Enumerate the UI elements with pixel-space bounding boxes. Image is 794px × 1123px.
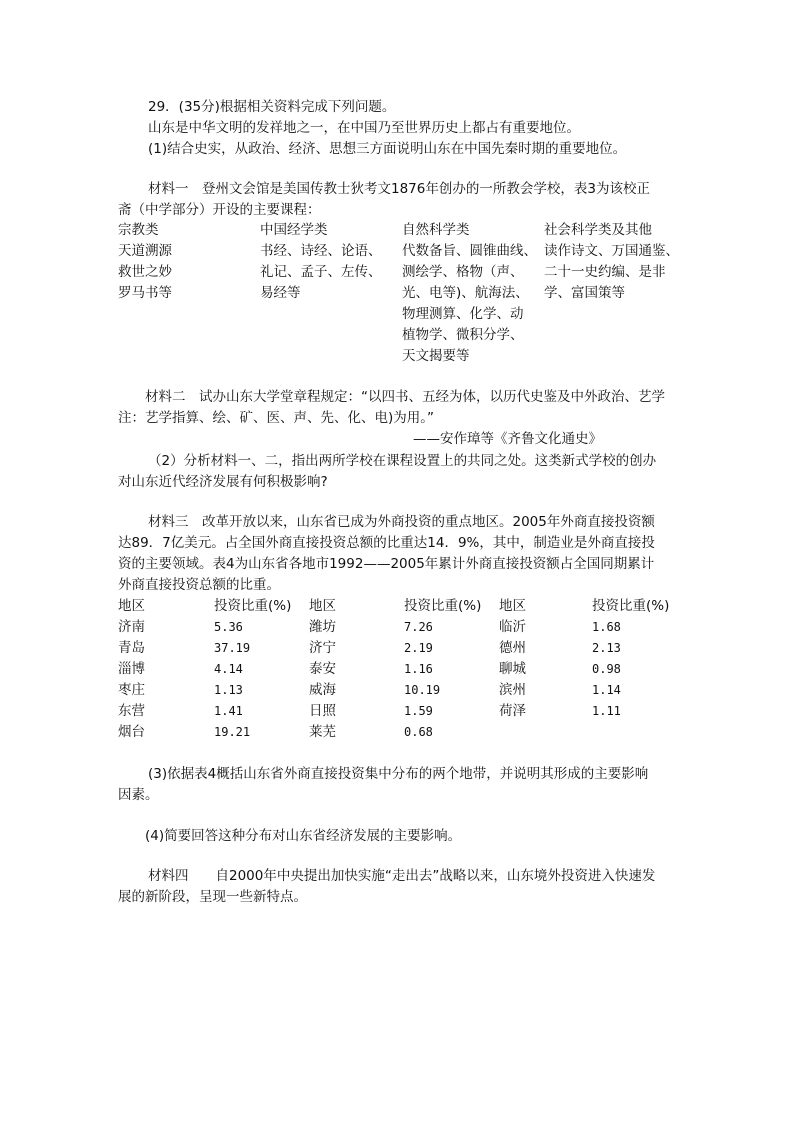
table-cell: 泰安	[309, 661, 336, 677]
table-cell: 荷泽	[499, 703, 526, 719]
table-cell: 临沂	[499, 619, 526, 635]
table-cell: 枣庄	[118, 682, 145, 698]
question-intro: 山东是中华文明的发祥地之一，在中国乃至世界历史上都占有重要地位。	[148, 120, 580, 136]
table-row	[118, 617, 678, 638]
table-header-row	[118, 596, 678, 617]
table-header: 地区	[118, 598, 145, 614]
column-line: 代数备旨、圆锥曲线、	[402, 243, 537, 259]
material-4	[118, 866, 678, 908]
sub-question-4-line-1: (4)简要回答这种分布对山东省经济发展的主要影响。	[145, 828, 462, 844]
sub-question-2-line-2: 对山东近代经济发展有何积极影响?	[118, 474, 328, 490]
column-line: 易经等	[260, 285, 301, 301]
material-2-source: ——安作璋等《齐鲁文化通史》	[413, 431, 602, 447]
table-header: 投资比重(%)	[404, 598, 482, 614]
investment-table	[118, 596, 678, 743]
table-cell: 37.19	[214, 641, 251, 655]
column-line: 救世之妙	[118, 264, 172, 280]
material-1	[118, 179, 678, 221]
table-header: 投资比重(%)	[592, 598, 670, 614]
table-cell: 4.14	[214, 662, 243, 676]
material-1-line-2: 斋（中学部分）开设的主要课程：	[118, 202, 321, 218]
table-row	[118, 701, 678, 722]
column-head: 中国经学类	[260, 222, 328, 238]
material-2-line-1: 材料二 试办山东大学堂章程规定：“以四书、五经为体，以历代史鉴及中外政治、艺学	[145, 389, 665, 405]
question-29	[118, 97, 678, 160]
sub-question-4	[118, 826, 678, 847]
course-column-classics	[260, 220, 400, 304]
column-line: 光、电等)、航海法、	[402, 285, 529, 301]
sub-question-3-line-1: (3)依据表4概括山东省外商直接投资集中分布的两个地带，并说明其形成的主要影响	[148, 766, 649, 782]
table-cell: 1.14	[592, 683, 621, 697]
sub-question-2-line-1: （2）分析材料一、二，指出两所学校在课程设置上的共同之处。这类新式学校的创办	[148, 453, 657, 469]
table-cell: 日照	[309, 703, 336, 719]
table-cell: 济宁	[309, 640, 336, 656]
table-cell: 5.36	[214, 620, 243, 634]
material-3-line-1: 材料三 改革开放以来，山东省已成为外商投资的重点地区。2005年外商直接投资额	[148, 514, 655, 530]
table-cell: 1.13	[214, 683, 243, 697]
column-head: 宗教类	[118, 222, 159, 238]
table-cell: 东营	[118, 703, 145, 719]
table-cell: 德州	[499, 640, 526, 656]
course-column-natural-science	[402, 220, 542, 367]
table-cell: 0.98	[592, 662, 621, 676]
table-cell: 1.59	[404, 704, 433, 718]
sub-question-2	[118, 451, 678, 493]
table-header: 地区	[499, 598, 526, 614]
table-header: 投资比重(%)	[214, 598, 292, 614]
table-row	[118, 638, 678, 659]
column-line: 礼记、孟子、左传、	[260, 264, 382, 280]
table-cell: 2.19	[404, 641, 433, 655]
column-head: 自然科学类	[402, 222, 470, 238]
material-1-line-1: 材料一 登州文会馆是美国传教士狄考文1876年创办的一所教会学校，表3为该校正	[148, 181, 650, 197]
sub-question-3	[118, 764, 678, 806]
material-3-line-4: 外商直接投资总额的比重。	[118, 577, 280, 593]
column-line: 物理测算、化学、动	[402, 306, 524, 322]
table-cell: 济南	[118, 619, 145, 635]
column-line: 植物学、微积分学、	[402, 327, 524, 343]
table-row	[118, 722, 678, 743]
table-cell: 青岛	[118, 640, 145, 656]
table-cell: 1.41	[214, 704, 243, 718]
material-2-line-2: 注：艺学指算、绘、矿、医、声、先、化、电)为用。”	[118, 410, 435, 426]
material-3-line-3: 资的主要领域。表4为山东省各地市1992——2005年累计外商直接投资额占全国同期累计	[118, 556, 655, 572]
column-line: 天文揭要等	[402, 348, 470, 364]
table-cell: 1.11	[592, 704, 621, 718]
column-line: 天道溯源	[118, 243, 172, 259]
course-table	[118, 220, 678, 370]
column-head: 社会科学类及其他	[544, 222, 652, 238]
table-cell: 聊城	[499, 661, 526, 677]
column-line: 罗马书等	[118, 285, 172, 301]
table-row	[118, 659, 678, 680]
table-cell: 0.68	[404, 725, 433, 739]
table-cell: 1.16	[404, 662, 433, 676]
table-header: 地区	[309, 598, 336, 614]
table-cell: 莱芜	[309, 724, 336, 740]
table-cell: 10.19	[404, 683, 441, 697]
material-3-line-2: 达89．7亿美元。占全国外商直接投资总额的比重达14．9%，其中，制造业是外商直接投	[118, 535, 655, 551]
table-cell: 滨州	[499, 682, 526, 698]
table-cell: 7.26	[404, 620, 433, 634]
material-2	[118, 387, 678, 450]
sub-question-1: (1)结合史实，从政治、经济、思想三方面说明山东在中国先秦时期的重要地位。	[148, 141, 627, 157]
material-4-line-2: 展的新阶段，呈现一些新特点。	[118, 889, 307, 905]
column-line: 学、富国策等	[544, 285, 625, 301]
course-column-religion	[118, 220, 258, 304]
question-title: 29．(35分)根据相关资料完成下列问题。	[148, 99, 396, 115]
table-cell: 潍坊	[309, 619, 336, 635]
material-3	[118, 512, 678, 596]
table-row	[118, 680, 678, 701]
table-cell: 2.13	[592, 641, 621, 655]
sub-question-3-line-2: 因素。	[118, 787, 159, 803]
column-line: 书经、诗经、论语、	[260, 243, 382, 259]
column-line: 二十一史约编、是非	[544, 264, 666, 280]
course-column-social-science	[544, 220, 684, 304]
column-line: 测绘学、格物（声、	[402, 264, 524, 280]
column-line: 读作诗文、万国通鉴、	[544, 243, 679, 259]
table-cell: 淄博	[118, 661, 145, 677]
material-4-line-1: 材料四 自2000年中央提出加快实施“走出去”战略以来，山东境外投资进入快速发	[148, 868, 656, 884]
table-cell: 威海	[309, 682, 336, 698]
table-cell: 19.21	[214, 725, 251, 739]
table-cell: 烟台	[118, 724, 145, 740]
table-cell: 1.68	[592, 620, 621, 634]
